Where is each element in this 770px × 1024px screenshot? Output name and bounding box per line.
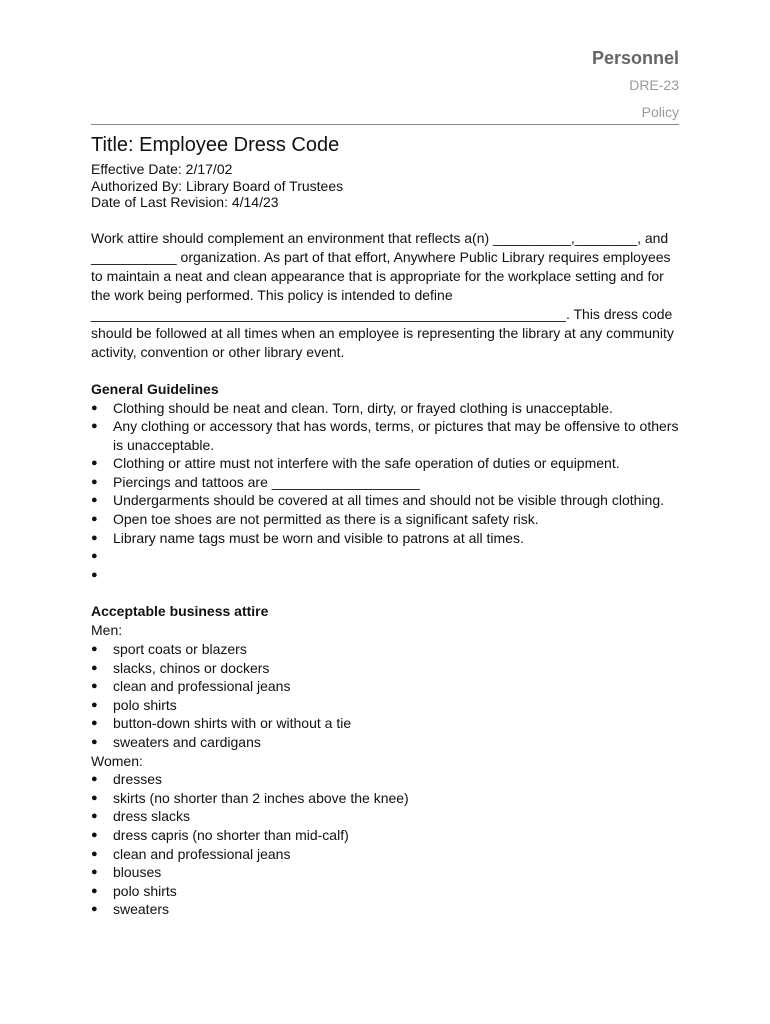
- list-item: ● sport coats or blazers: [91, 640, 681, 659]
- document-header: [91, 46, 679, 121]
- list-item: ● Any clothing or accessory that has words, terms, or pictures that may be offensive to others is unacceptable.: [91, 417, 681, 454]
- women-label: Women:: [91, 752, 143, 769]
- list-item: ● Open toe shoes are not permitted as there is a significant safety risk.: [91, 510, 681, 529]
- intro-paragraph: Work attire should complement an environment that reflects a(n) __________,________, and ___________ organization. As part of that effort, Anywhere Public Library requires employees to maintain a neat and clean appearance that is appropriate for the workplace setting and for the work being performed. This policy is intended to define _____________________________________________________________. This dress code should be followed at all times when an employee is representing the library at any community activity, convention or other library event.: [91, 229, 674, 360]
- authorized-by: Authorized By: Library Board of Trustees: [91, 177, 344, 194]
- policy-code: DRE-23: [629, 77, 679, 93]
- list-item: ● polo shirts: [91, 882, 681, 901]
- list-item: ● slacks, chinos or dockers: [91, 659, 681, 678]
- list-item: ● button-down shirts with or without a tie: [91, 714, 681, 733]
- effective-date: Effective Date: 2/17/02: [91, 161, 233, 177]
- women-attire-list: [91, 770, 681, 919]
- list-item: ● Undergarments should be covered at all times and should not be visible through clothing.: [91, 491, 681, 510]
- empty-list-item: [91, 566, 681, 585]
- men-label: Men:: [91, 622, 123, 639]
- list-item: ● blouses: [91, 863, 681, 882]
- list-item: ● skirts (no shorter than 2 inches above the knee): [91, 789, 681, 808]
- list-item: ● sweaters: [91, 900, 681, 919]
- list-item: ● dress capris (no shorter than mid-calf): [91, 826, 681, 845]
- list-item: ● clean and professional jeans: [91, 677, 681, 696]
- general-guidelines-list: [91, 399, 681, 585]
- list-item: ● dresses: [91, 770, 681, 789]
- section-spacer: [91, 584, 681, 602]
- empty-list-item: [91, 547, 681, 566]
- document-title: Title: Employee Dress Code: [91, 134, 340, 156]
- list-item: ● Clothing or attire must not interfere with the safe operation of duties or equipment.: [91, 454, 681, 473]
- list-item: ● Piercings and tattoos are ___________________: [91, 473, 681, 492]
- acceptable-attire-heading: Acceptable business attire: [91, 603, 269, 620]
- general-guidelines-heading: General Guidelines: [91, 380, 219, 397]
- men-attire-list: [91, 640, 681, 752]
- list-item: ● dress slacks: [91, 807, 681, 826]
- list-item: ● clean and professional jeans: [91, 845, 681, 864]
- document-body: [91, 131, 681, 919]
- document-type: Policy: [641, 104, 679, 120]
- header-divider: [91, 124, 679, 125]
- last-revision-date: Date of Last Revision: 4/14/23: [91, 194, 279, 210]
- list-item: ● sweaters and cardigans: [91, 733, 681, 752]
- list-item: ● Library name tags must be worn and visible to patrons at all times.: [91, 529, 681, 548]
- list-item: ● Clothing should be neat and clean. Torn, dirty, or frayed clothing is unacceptable.: [91, 399, 681, 418]
- list-item: ● polo shirts: [91, 696, 681, 715]
- department-label: Personnel: [591, 48, 679, 68]
